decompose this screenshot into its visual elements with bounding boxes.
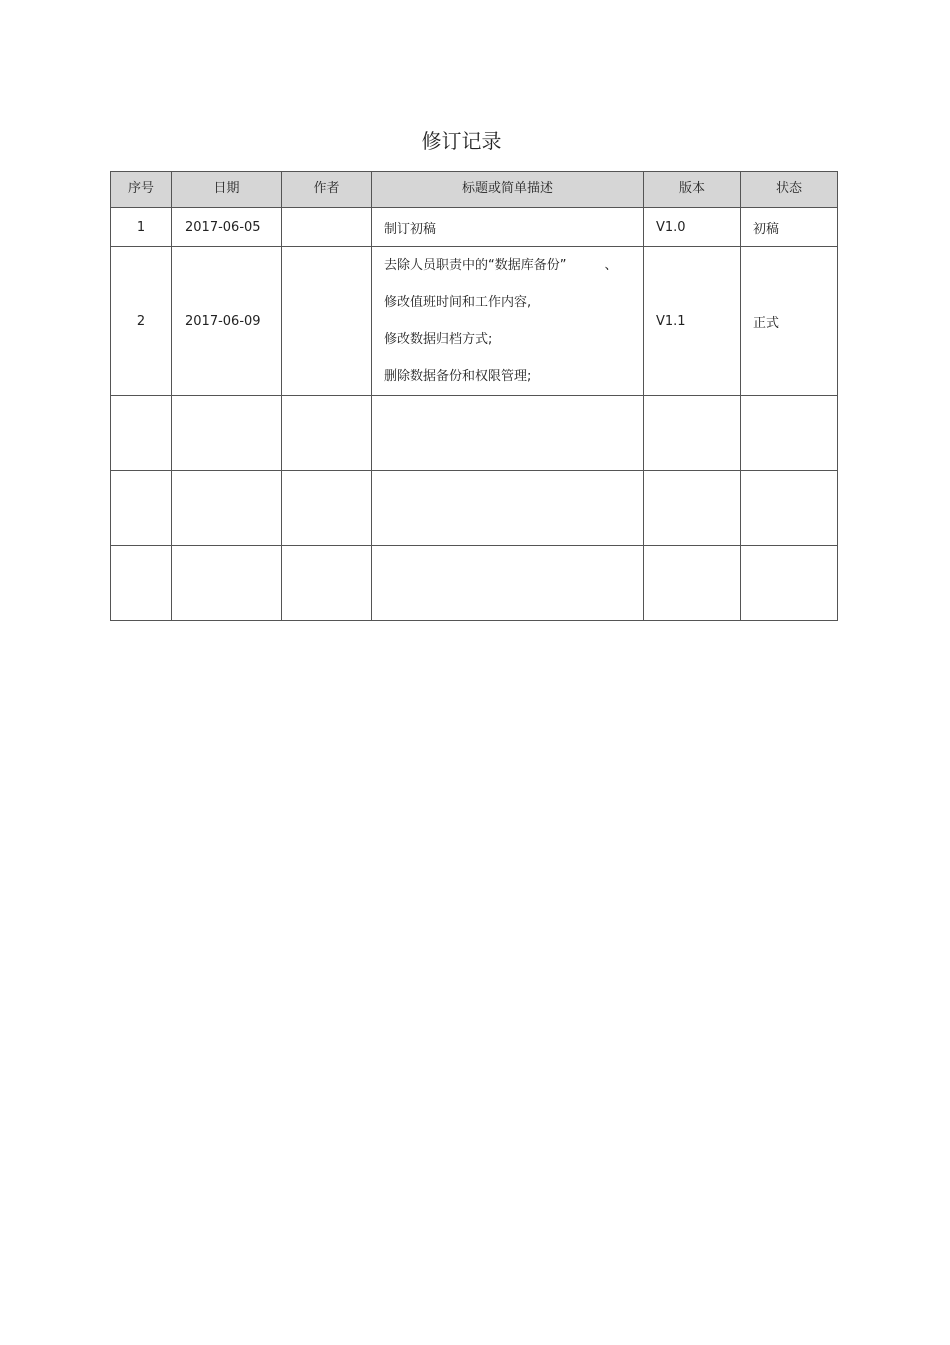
cell-date: 2017-06-09: [172, 247, 282, 396]
cell-status: [741, 546, 838, 621]
header-seq: 序号: [111, 172, 172, 208]
description-trailing-mark: 、: [604, 258, 618, 273]
table-row: [111, 208, 838, 247]
cell-author: [282, 471, 372, 546]
header-date: 日期: [172, 172, 282, 208]
description-line: 删除数据备份和权限管理;: [384, 369, 532, 384]
cell-date: [172, 471, 282, 546]
cell-version: V1.1: [644, 247, 741, 396]
cell-author: [282, 546, 372, 621]
cell-date: [172, 396, 282, 471]
cell-author: [282, 208, 372, 247]
cell-description: [372, 247, 644, 396]
cell-description: 制订初稿: [372, 208, 644, 247]
header-author: 作者: [282, 172, 372, 208]
table-row: [111, 471, 838, 546]
header-status: 状态: [741, 172, 838, 208]
description-line: [384, 247, 643, 284]
cell-version: [644, 471, 741, 546]
cell-author: [282, 247, 372, 396]
header-version: 版本: [644, 172, 741, 208]
cell-description: [372, 546, 644, 621]
cell-author: [282, 396, 372, 471]
cell-seq: [111, 471, 172, 546]
cell-version: V1.0: [644, 208, 741, 247]
cell-status: 正式: [741, 247, 838, 396]
table-header-row: [111, 172, 838, 208]
revision-table: [110, 171, 838, 621]
description-line: 修改值班时间和工作内容,: [384, 295, 532, 310]
cell-seq: [111, 396, 172, 471]
header-description: 标题或简单描述: [372, 172, 644, 208]
description-list: [384, 247, 643, 395]
table-row: [111, 546, 838, 621]
cell-date: [172, 546, 282, 621]
cell-status: [741, 396, 838, 471]
cell-seq: [111, 546, 172, 621]
cell-date: 2017-06-05: [172, 208, 282, 247]
table-row: [111, 247, 838, 396]
cell-status: 初稿: [741, 208, 838, 247]
table-row: [111, 396, 838, 471]
cell-seq: 1: [111, 208, 172, 247]
document-title: 修订记录: [421, 129, 502, 153]
cell-status: [741, 471, 838, 546]
description-line-text: 去除人员职责中的“数据库备份”: [384, 258, 567, 273]
cell-version: [644, 396, 741, 471]
cell-description: [372, 471, 644, 546]
cell-seq: 2: [111, 247, 172, 396]
description-line: 修改数据归档方式;: [384, 332, 493, 347]
cell-description: [372, 396, 644, 471]
cell-version: [644, 546, 741, 621]
